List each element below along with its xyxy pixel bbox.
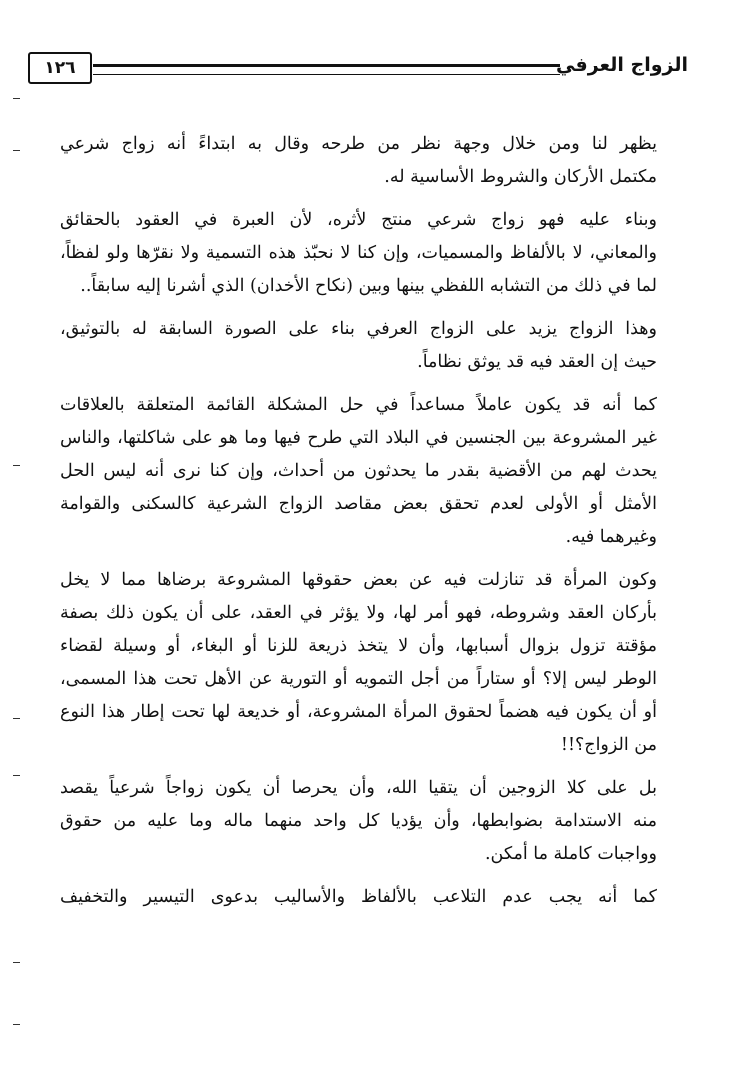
margin-mark: [13, 98, 20, 99]
text-line: وواجبات كاملة ما أمكن.: [484, 844, 657, 864]
text-line: والمعاني، لا بالألفاظ والمسميات، وإن كنا لا نحبّذ هذه التسمية ولا نقرّها ولو لفظاً،: [60, 243, 657, 263]
text-line: وكون المرأة قد تنازلت فيه عن بعض حقوقها المشروعة برضاها مما لا يخل: [60, 570, 657, 590]
margin-mark: [13, 465, 20, 466]
paragraph: [60, 204, 657, 303]
paragraph: [60, 389, 657, 554]
page-number: ١٢٦: [28, 52, 92, 84]
text-line: حيث إن العقد فيه قد يوثق نظاماً.: [417, 352, 657, 372]
paragraph: [60, 313, 657, 379]
paragraph: [60, 128, 657, 194]
margin-mark: [13, 962, 20, 963]
text-line: كما أنه قد يكون عاملاً مساعداً في حل المشكلة القائمة المتعلقة بالعلاقات: [60, 395, 657, 415]
paragraph: [60, 772, 657, 871]
page-header: [28, 50, 688, 86]
text-line: لما في ذلك من التشابه اللفظي بينها وبين (نكاح الأخدان) الذي أشرنا إليه سابقاً..: [80, 276, 657, 296]
text-line: مؤقتة تزول بزوال أسبابها، وأن لا يتخذ ذريعة للزنا أو البغاء، أو وسيلة لقضاء: [60, 636, 657, 656]
margin-mark: [13, 775, 20, 776]
text-line: بأركان العقد وشروطه، فهو أمر لها، ولا يؤثر في العقد، على أن يكون ذلك بصفة: [60, 603, 657, 623]
running-title: الزواج العرفي: [556, 54, 688, 76]
paragraph: [60, 564, 657, 762]
margin-mark: [13, 1024, 20, 1025]
page-body: [60, 128, 657, 914]
text-line: منه الاستدامة بضوابطها، وأن يؤديا كل واحد منهما ماله وما عليه من حقوق: [60, 811, 657, 831]
text-line: وبناء عليه فهو زواج شرعي منتج لأثره، لأن العبرة في العقود بالحقائق: [60, 210, 657, 230]
header-rule: [93, 64, 560, 75]
text-line: وغيرهما فيه.: [565, 527, 657, 547]
text-line: من الزواج؟!!: [560, 735, 657, 755]
text-line: غير المشروعة بين الجنسين في البلاد التي طرح فيها وما هو على شاكلتها، والناس: [60, 428, 657, 448]
text-line: الوطر ليس إلا؟ أو ستاراً من أجل التمويه أو التورية عن الأهل تحت هذا المسمى،: [60, 669, 657, 689]
margin-mark: [13, 150, 20, 151]
text-line: بل على كلا الزوجين أن يتقيا الله، وأن يحرصا أن يكون زواجاً شرعياً يقصد: [60, 778, 657, 798]
paragraph: [60, 881, 657, 914]
text-line: الأمثل أو الأولى لعدم تحقق بعض مقاصد الزواج الشرعية كالسكنى والقوامة: [60, 494, 657, 514]
text-line: مكتمل الأركان والشروط الأساسية له.: [384, 167, 657, 187]
text-line: يظهر لنا ومن خلال وجهة نظر من طرحه وقال به ابتداءً أنه زواج شرعي: [60, 134, 657, 154]
margin-mark: [13, 718, 20, 719]
text-line: يحدث لهم من الأقضية بقدر ما يحدثون من أحداث، وإن كنا نرى أنه ليس الحل: [60, 461, 657, 481]
text-line: أو أن يكون فيه هضماً لحقوق المرأة المشروعة، أو خديعة لها تحت إطار هذا النوع: [60, 702, 657, 722]
text-line: وهذا الزواج يزيد على الزواج العرفي بناء على الصورة السابقة له بالتوثيق،: [60, 319, 657, 339]
text-line: كما أنه يجب عدم التلاعب بالألفاظ والأساليب بدعوى التيسير والتخفيف: [60, 887, 657, 907]
